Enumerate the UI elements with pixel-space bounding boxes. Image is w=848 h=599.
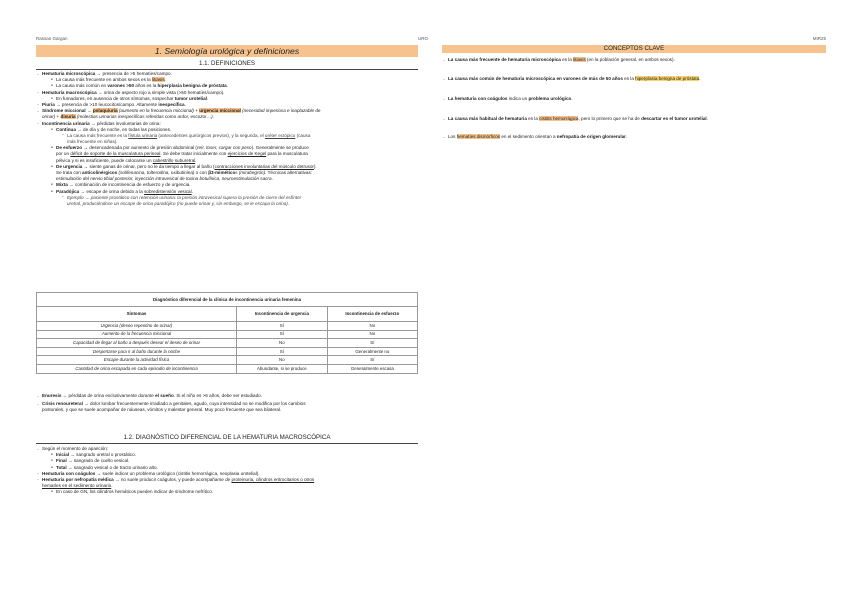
table-row: Aumento de la frecuencia miccional Sí No [37,330,418,339]
right-page [418,0,848,599]
list-item: ● Inicial → sangrado uretral o prostático. [36,452,420,458]
list-item: ● La causa más común en varones >50 años es la hiperplasia benigna de próstata. [36,83,420,89]
table-row: Urgencia (deseo repentino de orinar) Sí No [37,322,418,331]
table-header: Síntomas [37,307,237,322]
list-item: ● De urgencia → siente ganas de orinar, pero no le da tiempo a llegar al baño (contracciones involuntarias del músculo detrusor). [36,164,420,170]
table-header: Incontinencia de esfuerzo [327,307,417,322]
key-concept-4: · La causa más habitual de hematuria es la cistitis hemorrágica, pero lo primero que se ha de descartar es el tumor urotelial. [442,116,826,122]
list-item: ● De esfuerzo → desencadenada por aumento de presión abdominal (reír, toser, cargar con peso). Generalmente se produce [36,145,420,151]
list-item: ◦ La causa más frecuente es la fístula urinaria (antecedentes quirúrgicos previos), y la segunda, el uréter ectópico (causa [36,133,420,139]
table-row: Escape durante la actividad física No Sí [37,356,418,365]
list-item: · Incontinencia urinaria → pérdidas involuntarias de orina: [36,121,420,127]
header-author: Rassan Gargan [36,36,68,41]
header-center: URO [418,36,428,41]
list-item: uretral, produciéndose un escape de orina paradójico (no puede orinar y, sin embargo, se le escapa la orina). [67,200,290,206]
list-item: ● En caso de GN, los cilindros hemáticos pueden indicar de síndrome nefrítico. [36,489,420,495]
differential-table [36,292,418,374]
table-header: Incontinencia de urgencia [237,307,328,322]
header-right: MIR25 [812,36,826,41]
list-item: ● En fumadores, en ausencia de otros síntomas, sospechar tumor urotelial. [36,96,420,102]
chapter-title: 1. Semiología urológica y definiciones [36,45,418,57]
list-item: · Piuria → presencia de >10 leucocitos/campo. Altamente inespecífica. [36,102,420,108]
list-item: ● Continua → de día y de noche, en todas las posiciones. [36,127,420,133]
key-concept-2: · La causa más común de hematuria microscópica en varones de más de 50 años es la hiperplasia benigna de próstata. [442,76,826,82]
list-item: · Enuresis → pérdidas de orina exclusivamente durante el sueño. Si el niño es >6 años, debe ser estudiado. [36,393,420,399]
list-item: estimulación del nervio tibial posterior, inyección intravesical de toxina botulínica, neuroestimulación sacra. [56,176,273,182]
key-concepts-title: CONCEPTOS CLAVE [442,45,826,53]
definitions-block [36,71,420,207]
list-item: ● Final → sangrado de cuello vesical. [36,458,420,464]
list-item: ● Mixta → combinación de incontinencia de esfuerzo y de urgencia. [36,182,420,188]
list-item: ● Paradójica → escape de orina debido a la sobredistensión vesical. [36,189,420,195]
key-concept-5: · Los hematíes dismórficos en el sedimento orientan a nefropatía de origen glomerular. [442,134,826,140]
list-item: pélvica y si es insuficiente, puede colocarse un cabestrillo suburetral. [56,157,197,163]
list-item: orinar) + disuria (molestias urinarias inespecíficas referidas como ardor, escozor…). [42,114,214,120]
list-item: · Hematuria microscópica → presencia de >5 hematíes/campo. [36,71,420,77]
list-item: posturales, y que se suele acompañar de náuseas, vómitos y malestar general. Muy poco frecuente que sea bilateral. [42,407,282,413]
table-row: Cantidad de orina escapada en cada episodio de incontinencia Abundante, si se produce Generalmente escasa [37,364,418,373]
list-item: por un déficit de soporte de la musculatura perineal. Se debe tratar inicialmente con ejercicios de Kegel para la musculatura [56,151,308,157]
section-title-definiciones: 1.1. DEFINICIONES [36,60,418,70]
list-item: · Síndrome miccional → polaquiuria (aumento en la frecuencia miccional) + urgencia miccional (necesidad imperiosa e inaplazable de [36,108,420,114]
table-row: Despertarse para ir al baño durante la noche Sí Generalmente no [37,347,418,356]
list-item: · Según el momento de aparición: [36,446,420,452]
list-item: más frecuente en niñas). [67,139,118,145]
key-concept-1: · La causa más frecuente de hematuria microscópica es la litiasis (en la población general, en ambos sexos). [442,57,826,63]
key-concept-3: · La hematuria con coágulos indica un problema urológico. [442,96,826,102]
list-item: Se trata con anticolinérgicos (solifenacina, tolterodina, oxibutinina) o con β3-miméticos (mirabegrón). Técnicas alternativas: [56,170,313,175]
section-title-hematuria: 1.2. DIAGNÓSTICO DIFERENCIAL DE LA HEMATURIA MACROSCÓPICA [36,434,418,444]
table-row: Capacidad de llegar al baño a después desear el deseo de orinar No Sí [37,339,418,348]
list-item: ◦ Ejemplo → paciente prostático con retención urinaria: la presión intravesical supera la presión de cierre del esfínter [36,195,420,201]
list-item: ● La causa más frecuente en ambos sexos es la litiasis. [36,77,420,83]
table-caption: Diagnóstico diferencial de la clínica de incontinencia urinaria femenina [37,293,418,307]
list-item: hematíes en el sedimento urinario. [42,483,113,489]
hematuria-block [36,446,420,496]
definitions-block-2 [36,393,420,414]
list-item: ● Total → sangrado vesical o de tracto urinario alto. [36,465,420,471]
list-item: · Hematuria por nefropatía médica → no suele producir coágulos, y puede acompañarse de proteinuria, cilindros eritrocitarios o otros [36,477,420,483]
list-item: · Crisis renoureteral → dolor lumbar frecuentemente irradiado a genitales, agudo, cuya intensidad no se modifica por los cambios [36,401,420,407]
list-item: · Hematuria macroscópica → orina de aspecto rojo a simple vista (>50 hematíes/campo). [36,90,420,96]
list-item: · Hematuria con coágulos → suele indicar un problema urológico (cistitis hemorrágica, neoplasia urotelial). [36,471,420,477]
